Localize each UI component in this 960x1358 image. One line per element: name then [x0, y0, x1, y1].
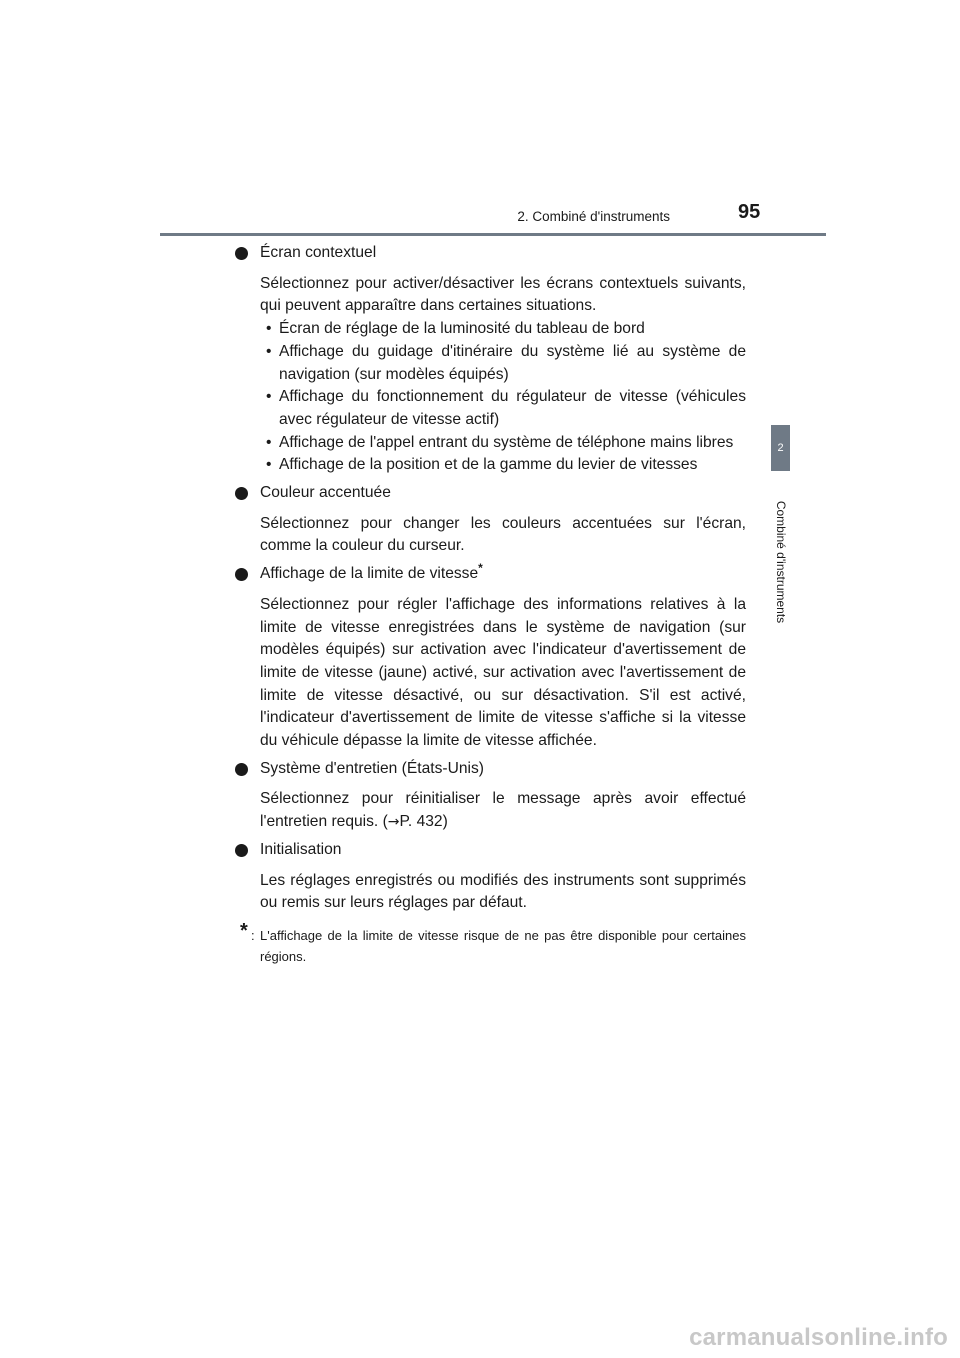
list-item: • Affichage du guidage d'itinéraire du système lié au système de navigation (sur modèles équipés) [260, 341, 746, 386]
setting-item-popup [234, 242, 746, 477]
chapter-number: 2 [777, 442, 784, 454]
item-description-text: Sélectionnez pour réinitialiser le message après avoir effectué l'entretien requis. ( [260, 790, 746, 831]
item-description: Sélectionnez pour activer/désactiver les écrans contextuels suivants, qui peuvent apparaître dans certaines situations. [260, 274, 746, 315]
arrow-right-icon: → [387, 814, 400, 831]
chapter-side-label: Combiné d'instruments [774, 500, 788, 624]
section-title: 2. Combiné d'instruments [517, 209, 670, 224]
page-number: 95 [738, 201, 761, 223]
item-heading-text: Écran contextuel [260, 244, 377, 261]
item-heading-text: Initialisation [260, 840, 342, 858]
list-item: • Écran de réglage de la luminosité du tableau de bord [260, 318, 746, 341]
page-reference: P. 432) [399, 813, 448, 831]
setting-item-accent-color [234, 482, 746, 558]
bullet-dot-icon [235, 247, 248, 260]
bullet-dot-icon [235, 568, 248, 581]
item-heading-text: Affichage de la limite de vitesse [260, 565, 479, 583]
bullet-dot-icon [235, 844, 248, 857]
item-heading [234, 242, 746, 265]
watermark: carmanualsonline.info [689, 1324, 948, 1351]
popup-list [234, 318, 746, 477]
item-heading-text: Système d'entretien (États-Unis) [260, 759, 484, 777]
bullet-dot-icon [235, 763, 248, 776]
footnote [234, 919, 746, 967]
footnote-star: * [240, 919, 248, 942]
item-heading [234, 563, 746, 586]
footnote-colon: : [251, 927, 255, 943]
item-heading [234, 758, 746, 781]
footnote-marker: * [478, 561, 483, 576]
item-description: Les réglages enregistrés ou modifiés des instruments sont supprimés ou remis sur leurs réglages par défaut. [260, 871, 746, 912]
item-description: Sélectionnez pour changer les couleurs accentuées sur l'écran, comme la couleur du curseur. [260, 514, 746, 555]
item-heading [234, 482, 746, 505]
page-content [234, 237, 746, 967]
setting-item-initialization [234, 839, 746, 915]
setting-item-speed-limit [234, 563, 746, 753]
item-description [234, 788, 746, 833]
item-heading [234, 839, 746, 862]
setting-item-maintenance [234, 758, 746, 834]
header-divider [160, 233, 826, 236]
footnote-text: L'affichage de la limite de vitesse risque de ne pas être disponible pour certaines régions. [260, 927, 746, 964]
chapter-tab [771, 425, 790, 471]
list-item: • Affichage de la position et de la gamme du levier de vitesses [260, 454, 746, 477]
item-heading-text: Couleur accentuée [260, 484, 391, 502]
bullet-dot-icon [235, 487, 248, 500]
list-item: • Affichage de l'appel entrant du système de téléphone mains libres [260, 432, 746, 455]
list-item: • Affichage du fonctionnement du régulateur de vitesse (véhicules avec régulateur de vitesse actif) [260, 386, 746, 431]
item-description: Sélectionnez pour régler l'affichage des informations relatives à la limite de vitesse enregistrées dans le système de navigation (sur modèles équipés) sur activation avec l'indicateur d'avertissement de limite de vitesse (jaune) activé, sur activation avec l'avertissement de limite de vitesse désactivé, ou sur désactivation. S'il est activé, l'indicateur d'avertissement de limite de vitesse s'affiche si la vitesse du véhicule dépasse la limite de vitesse affichée. [260, 595, 746, 750]
